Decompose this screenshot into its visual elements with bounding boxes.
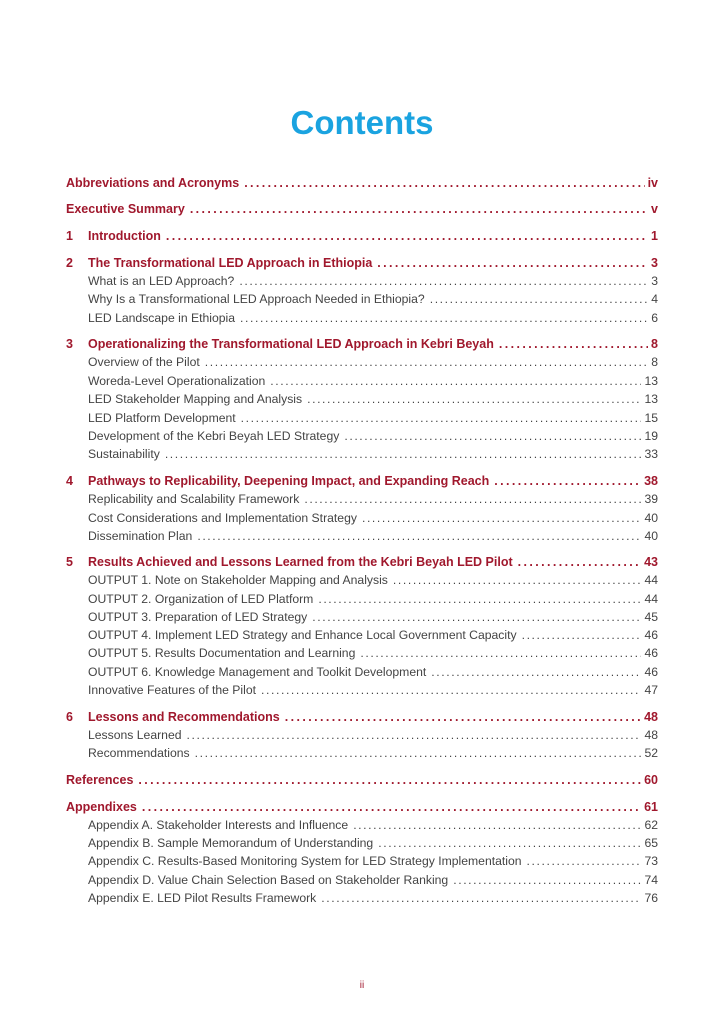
- toc-page-number: 8: [651, 337, 658, 351]
- toc-entry-label: References: [66, 773, 134, 787]
- toc-heading-entry[interactable]: [66, 472, 658, 490]
- toc-subentry[interactable]: [66, 390, 658, 408]
- toc-subentry[interactable]: [66, 290, 658, 308]
- toc-heading-entry[interactable]: [66, 708, 658, 726]
- toc-entry-label: Operationalizing the Transformational LED Approach in Kebri Beyah: [88, 337, 494, 351]
- toc-dot-leader: [270, 372, 641, 390]
- toc-subentry[interactable]: [66, 816, 658, 834]
- toc-dot-leader: [499, 335, 648, 353]
- toc-dot-leader: [522, 626, 642, 644]
- toc-entry-label: Dissemination Plan: [88, 529, 193, 543]
- toc-entry-label: OUTPUT 6. Knowledge Management and Toolkit Development: [88, 665, 427, 679]
- toc-entry-label: Cost Considerations and Implementation Strategy: [88, 511, 357, 525]
- toc-dot-leader: [377, 254, 648, 272]
- toc-page-number: 61: [644, 800, 658, 814]
- toc-dot-leader: [142, 798, 641, 816]
- toc-subentry[interactable]: [66, 590, 658, 608]
- toc-page-number: 48: [644, 710, 658, 724]
- toc-dot-leader: [430, 290, 649, 308]
- toc-entry-label: Pathways to Replicability, Deepening Impact, and Expanding Reach: [88, 474, 490, 488]
- toc-heading-entry[interactable]: [66, 335, 658, 353]
- toc-entry-label: Development of the Kebri Beyah LED Strategy: [88, 429, 340, 443]
- toc-entry-label: Lessons Learned: [88, 728, 182, 742]
- toc-dot-leader: [239, 272, 648, 290]
- toc-dot-leader: [165, 445, 642, 463]
- toc-entry-label: LED Landscape in Ethiopia: [88, 311, 236, 325]
- toc-entry-label: Introduction: [88, 229, 161, 243]
- toc-section-number: 4: [66, 474, 73, 488]
- toc-page-number: 33: [644, 447, 658, 461]
- toc-dot-leader: [307, 390, 641, 408]
- toc-page-number: 6: [651, 311, 658, 325]
- toc-dot-leader: [318, 590, 641, 608]
- toc-page-number: 38: [644, 474, 658, 488]
- toc-entry-label: Appendix D. Value Chain Selection Based on Stakeholder Ranking: [88, 873, 449, 887]
- toc-page-number: 8: [651, 355, 658, 369]
- toc-entry-label: OUTPUT 4. Implement LED Strategy and Enhance Local Government Capacity: [88, 628, 517, 642]
- toc-subentry[interactable]: [66, 509, 658, 527]
- toc-entry-label: Executive Summary: [66, 202, 185, 216]
- toc-section-number: 3: [66, 337, 73, 351]
- toc-entry-label: LED Stakeholder Mapping and Analysis: [88, 392, 303, 406]
- toc-entry-label: Appendix A. Stakeholder Interests and Influence: [88, 818, 349, 832]
- toc-page-number: 45: [644, 610, 658, 624]
- toc-page-number: 43: [644, 555, 658, 569]
- toc-dot-leader: [321, 889, 641, 907]
- toc-subentry[interactable]: [66, 626, 658, 644]
- toc-subentry[interactable]: [66, 490, 658, 508]
- toc-dot-leader: [190, 200, 648, 218]
- toc-heading-entry[interactable]: [66, 200, 658, 218]
- toc-dot-leader: [344, 427, 641, 445]
- toc-subentry[interactable]: [66, 871, 658, 889]
- toc-page-number: 73: [644, 854, 658, 868]
- toc-page-number: 44: [644, 592, 658, 606]
- toc-subentry[interactable]: [66, 309, 658, 327]
- toc-entry-label: Sustainability: [88, 447, 160, 461]
- toc-page-number: 3: [651, 274, 658, 288]
- toc-subentry[interactable]: [66, 427, 658, 445]
- toc-page-number: 46: [644, 646, 658, 660]
- toc-dot-leader: [360, 644, 641, 662]
- toc-section-number: 6: [66, 710, 73, 724]
- toc-entry-label: Abbreviations and Acronyms: [66, 176, 240, 190]
- toc-page-number: 19: [644, 429, 658, 443]
- toc-entry-label: Innovative Features of the Pilot: [88, 683, 257, 697]
- toc-page-number: 74: [644, 873, 658, 887]
- page-title: Contents: [290, 104, 434, 141]
- toc-entry-label: OUTPUT 5. Results Documentation and Learning: [88, 646, 356, 660]
- toc-heading-entry[interactable]: [66, 254, 658, 272]
- toc-page-number: 13: [644, 392, 658, 406]
- toc-page-number: 60: [644, 773, 658, 787]
- toc-entry-label: OUTPUT 2. Organization of LED Platform: [88, 592, 314, 606]
- toc-page-number: 40: [644, 511, 658, 525]
- toc-heading-entry[interactable]: [66, 771, 658, 789]
- toc-dot-leader: [244, 174, 644, 192]
- toc-entry-label: Woreda-Level Operationalization: [88, 374, 266, 388]
- toc-heading-entry[interactable]: [66, 174, 658, 192]
- toc-dot-leader: [353, 816, 641, 834]
- toc-dot-leader: [138, 771, 641, 789]
- toc-dot-leader: [187, 726, 642, 744]
- toc-entry-label: Appendix E. LED Pilot Results Framework: [88, 891, 317, 905]
- toc-dot-leader: [240, 309, 648, 327]
- toc-entry-label: LED Platform Development: [88, 411, 236, 425]
- toc-subentry[interactable]: [66, 372, 658, 390]
- toc-subentry[interactable]: [66, 409, 658, 427]
- toc-dot-leader: [453, 871, 641, 889]
- toc-page-number: 76: [644, 891, 658, 905]
- toc-dot-leader: [166, 227, 648, 245]
- toc-entry-label: Appendix B. Sample Memorandum of Understanding: [88, 836, 374, 850]
- toc-page-number: 48: [644, 728, 658, 742]
- toc-dot-leader: [518, 553, 641, 571]
- toc-page-number: 13: [644, 374, 658, 388]
- toc-subentry[interactable]: [66, 744, 658, 762]
- toc-dot-leader: [362, 509, 641, 527]
- toc-page-number: iv: [647, 176, 658, 190]
- toc-subentry[interactable]: [66, 852, 658, 870]
- toc-heading-entry[interactable]: [66, 227, 658, 245]
- toc-entry-label: What is an LED Approach?: [88, 274, 235, 288]
- toc-entry-label: Lessons and Recommendations: [88, 710, 280, 724]
- toc-page-number: 15: [644, 411, 658, 425]
- toc-heading-entry[interactable]: [66, 798, 658, 816]
- toc-subentry[interactable]: [66, 527, 658, 545]
- toc-page-number: v: [651, 202, 658, 216]
- toc-entry-label: Appendix C. Results-Based Monitoring System for LED Strategy Implementation: [88, 854, 522, 868]
- toc-dot-leader: [197, 527, 641, 545]
- toc-dot-leader: [527, 852, 642, 870]
- toc-entry-label: OUTPUT 1. Note on Stakeholder Mapping and Analysis: [88, 573, 388, 587]
- toc-entry-label: OUTPUT 3. Preparation of LED Strategy: [88, 610, 308, 624]
- toc-page-number: 40: [644, 529, 658, 543]
- toc-page-number: 39: [644, 492, 658, 506]
- toc-entry-label: Why Is a Transformational LED Approach Needed in Ethiopia?: [88, 292, 425, 306]
- toc-subentry[interactable]: [66, 726, 658, 744]
- toc-dot-leader: [312, 608, 641, 626]
- toc-dot-leader: [195, 744, 642, 762]
- toc-subentry[interactable]: [66, 644, 658, 662]
- toc-subentry[interactable]: [66, 445, 658, 463]
- toc-subentry[interactable]: [66, 353, 658, 371]
- toc-subentry[interactable]: [66, 663, 658, 681]
- toc-page-number: 44: [644, 573, 658, 587]
- toc-entry-label: Results Achieved and Lessons Learned from the Kebri Beyah LED Pilot: [88, 555, 513, 569]
- toc-entry-label: Replicability and Scalability Framework: [88, 492, 300, 506]
- toc-dot-leader: [205, 353, 648, 371]
- toc-section-number: 2: [66, 256, 73, 270]
- table-of-contents: [66, 0, 658, 1024]
- toc-subentry[interactable]: [66, 571, 658, 589]
- toc-entry-label: Overview of the Pilot: [88, 355, 200, 369]
- toc-subentry[interactable]: [66, 889, 658, 907]
- toc-subentry[interactable]: [66, 608, 658, 626]
- toc-page-number: 1: [651, 229, 658, 243]
- toc-page-number: 65: [644, 836, 658, 850]
- toc-entry-label: The Transformational LED Approach in Ethiopia: [88, 256, 373, 270]
- page-number: ii: [359, 980, 365, 991]
- toc-entry-label: Recommendations: [88, 746, 190, 760]
- toc-dot-leader: [304, 490, 641, 508]
- toc-subentry[interactable]: [66, 834, 658, 852]
- toc-section-number: 5: [66, 555, 73, 569]
- toc-page-number: 52: [644, 746, 658, 760]
- toc-dot-leader: [285, 708, 641, 726]
- toc-page-number: 3: [651, 256, 658, 270]
- toc-subentry[interactable]: [66, 272, 658, 290]
- toc-page-number: 47: [644, 683, 658, 697]
- toc-page-number: 46: [644, 628, 658, 642]
- toc-page-number: 62: [644, 818, 658, 832]
- toc-dot-leader: [241, 409, 642, 427]
- toc-heading-entry[interactable]: [66, 553, 658, 571]
- toc-dot-leader: [393, 571, 642, 589]
- toc-dot-leader: [494, 472, 641, 490]
- toc-entry-label: Appendixes: [66, 800, 137, 814]
- toc-page-number: 4: [651, 292, 658, 306]
- toc-section-number: 1: [66, 229, 73, 243]
- toc-dot-leader: [261, 681, 641, 699]
- toc-subentry[interactable]: [66, 681, 658, 699]
- toc-dot-leader: [431, 663, 641, 681]
- toc-dot-leader: [378, 834, 641, 852]
- toc-page-number: 46: [644, 665, 658, 679]
